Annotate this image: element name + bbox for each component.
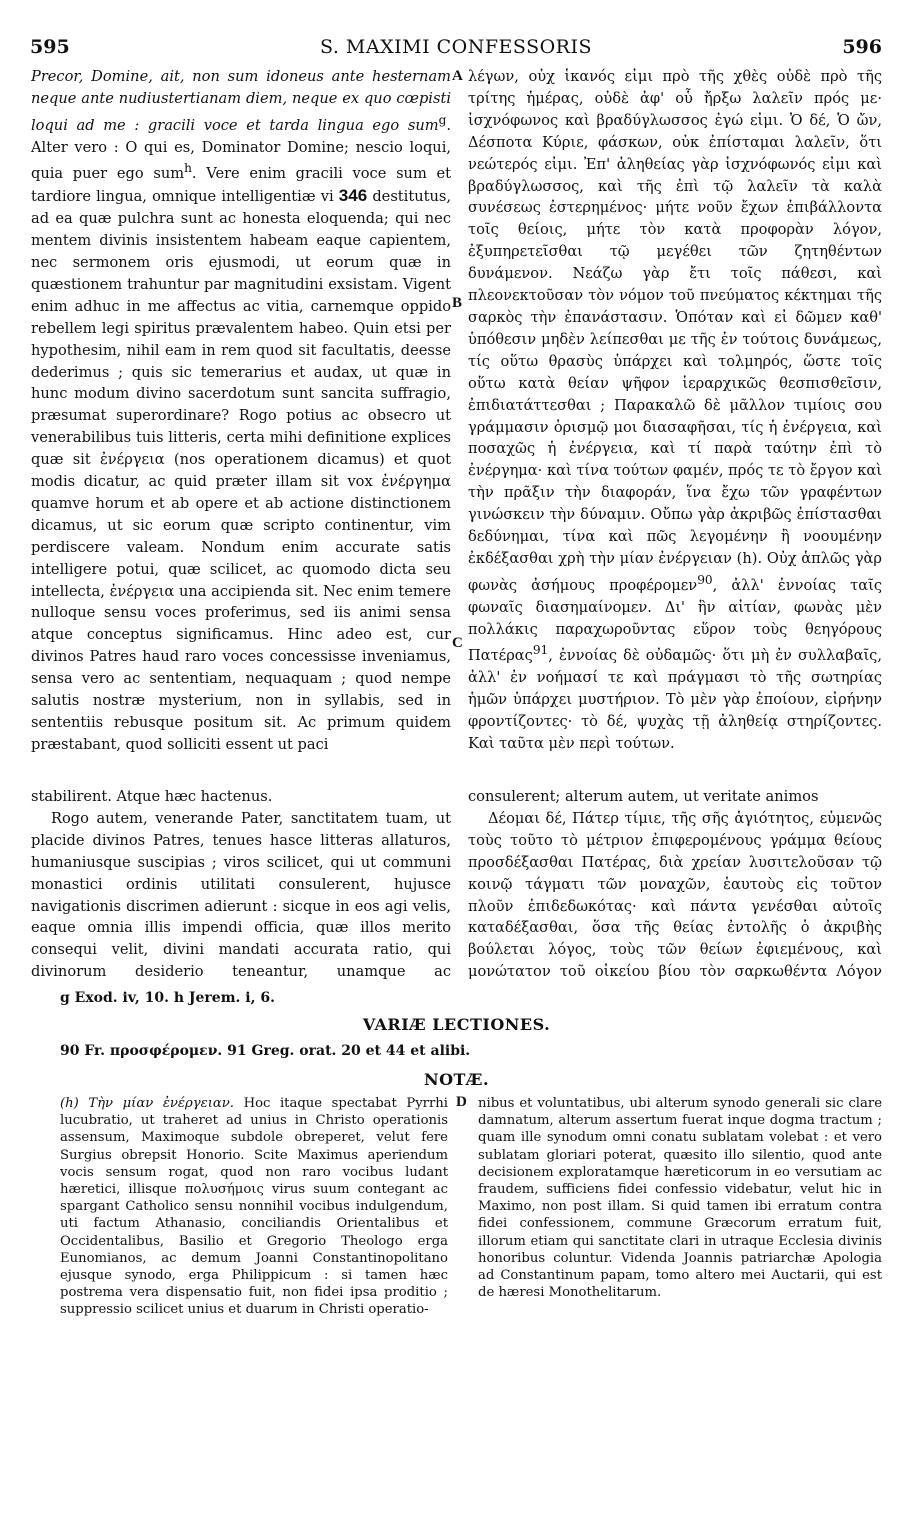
latin-text-1d: destitutus, ad ea quæ pulchra sunt ac honesta eloquenda; qui nec mentem divinis insistentem habeam eaque capientem, nec sermonem oris ejusmodi, ut eorum quæ in quæstionem trahuntur par magnitudini exsistam. Vigent enim adhuc in me affectus ac vitia, carnemque oppido rebellem legi spiritus prævalentem habeo. Quin etsi per hypothesim, nihil eam in rem quod sit facultatis, deesse dederimus ; quis sic temerarius et audax, ut quæ in hunc modum divino sacerdotum sunt sancita suffragio, præsumat superordinare? Rogo potius ac obsecro ut venerabilibus tuis litteris, certa mihi definitione explices quæ sit ἐνέργεια (nos operationem dicamus) et quot modis dicatur, ac quid præter illam sit vox ἐνέργημα quamve horum et ab opere et ab actione distinctionem dicamus, ut sic eorum quæ scripto continentur, vim perdiscere valeam. Nondum enim accurate satis intelligere potui, quæ scilicet, ac quomodo dicta seu intellecta, ἐνέργεια una accipienda sit. Nec enim temere nulloque sensu voces proferimus, sed iis animi sensa atque conceptus significamus. Hinc adeo est, cur divinos Patres haud raro voces concessisse inveniamus, sensa vero ac sententiam, nequaquam ; quod nempe salutis nostræ mysterium, non in syllabis, sed in sententiis rebusque positum sit. Ac primum quidem præstabant, quod solliciti essent ut paci — [31, 188, 451, 753]
note-right-text: nibus et voluntatibus, ubi alterum synodo generali sic clare damnatum, alterum assertum fuerat inque dogma tractum ; quam ille synodum omni conatu sublatam volebat : et vero sublatam gloriari poterat, quæsito illo silentio, quod ante decisionem exploratamque hæreticorum in eo versutiam ac fraudem, sufficiens fidei confessio videbatur, velut hic in Maximo, non post illam. Si quid tamen ibi erratum contra fidei confessionem, commune Græcorum erratum fuit, illorum etiam qui sanctitate clari in utraque Ecclesia divinis honoribus coluntur. Videnda Joannis patriarchæ Apologia ad Constantinum papam, tomo altero mei Auctarii, qui est de hæresi Monothelitarum. — [478, 1096, 882, 1301]
ref-g: g — [438, 112, 447, 127]
greek-paragraph-1 — [468, 66, 882, 755]
marker-d: D — [456, 1094, 467, 1110]
greek-text-1c: , ἐννοίας δὲ οὐδαμῶς· ὅτι μὴ ἐν συλλαβαῖς, ἀλλ' ἐν νοήμασί τε καὶ πράγμασι τὸ τῆς σωτηρίας ἡμῶν ὑπάρχει μυστήριον. Τὸ μὲν γὰρ ἐποίουν, εἰρήνην φροντίζοντες· τὸ δέ, ψυχὰς τῇ ἀληθείᾳ στηρίζοντες. Καὶ ταῦτα μὲν περὶ τούτων. — [468, 647, 882, 752]
ref-h: h — [184, 161, 192, 176]
variae-line: 90 Fr. προσφέρομεν. 91 Greg. orat. 20 et 44 et alibi. — [60, 1043, 471, 1059]
latin-lower — [31, 786, 451, 981]
greek-text-1a: λέγων, οὐχ ἱκανός εἰμι πρὸ τῆς χθὲς οὐδὲ πρὸ τῆς τρίτης ἡμέρας, οὐδὲ ἀφ' οὗ ἤρξω λαλεῖν πρός με· ἰσχνόφωνος καὶ βραδύγλωσσος ἐγώ εἰμι. Ὁ δέ, Ὁ ὤν, Δέσποτα Κύριε, φάσκων, οὐκ ἐπίσταμαι λαλεῖν, ὅτι νεώτερός εἰμι. Ἐπ' ἀληθείας γὰρ ἰσχνόφωνός εἰμι καὶ βραδύγλωσσος, καὶ τῆς ἐπὶ τῷ λαλεῖν τὰ καλὰ συνέσεως ἐστερημένος· μήτε νοῦν ἔχων ἐπιβάλλοντα τοῖς θείοις, μήτε τὸν κατὰ προφορὰν λόγον, ἐξυπηρετεῖσθαι τῷ μεγέθει τῶν ζητηθέντων δυνάμενον. Νεάζω γὰρ ἔτι τοῖς πάθεσι, καὶ πλεονεκτοῦσαν τὸν νόμον τοῦ πνεύματος κέκτημαι τῆς σαρκὸς τὴν ἐπανάστασιν. Ὁπόταν καὶ εἰ δῶμεν καθ' ὑπόθεσιν μηδὲν λείπεσθαι με τῆς ἐν τούτοις δυνάμεως, τίς οὕτω θρασὺς ὑπάρχει καὶ τολμηρός, ὥστε τοῖς οὕτω κατὰ θείαν ψῆφον ἱεραρχικῶς θεσπισθεῖσιν, ἐπιδιατάττεσθαι ; Παρακαλῶ δὲ μᾶλλον τιμίοις σου γράμμασιν ὁρισμῷ μοι διασαφῆσαι, τίς ἡ ἐνέργεια, καὶ ποσαχῶς ἡ ἐνέργεια, καὶ τί παρὰ ταύτην ἐπὶ τὸ ἐνέργημα· καὶ τίνα τούτων φαμέν, πρός τε τὸ ἔργον καὶ τὴν πρᾶξιν τὴν διαφοράν, ἵνα ἔχω τῶν γραφέντων γινώσκειν τὴν δύναμιν. Οὔπω γὰρ ἀκριβῶς ἐπίστασθαι δεδύνημαι, τίνα καὶ πῶς λεγομένην ἢ νοουμένην ἐκδέξασθαι χρὴ τὴν μίαν ἐνέργειαν (h). Οὐχ ἁπλῶς γὰρ φωνὰς ἀσήμους προφέρομεν — [468, 68, 882, 594]
latin-column — [31, 66, 451, 786]
greek-paragraph-2: Δέομαι δέ, Πάτερ τίμιε, τῆς σῆς ἁγιότητος, εὐμενῶς τοὺς τοῦτο τὸ μέτριον ἐπιφερομένους γράμμα θείους προσδέξασθαι Πατέρας, διὰ χρείαν λυσιτελοῦσαν τῷ κοινῷ τάγματι τῶν μοναχῶν, ἑαυτοὺς εἰς τοῦτον πλοῦν ἐπιδεδωκότας· καὶ πάντα γενέσθαι αὐτοῖς καταδέξασθαι, ὅσα τῆς θείας ἐντολῆς ὁ ἀκριβὴς βούλεται λόγος, τοὺς τῶν θείων ἐφιεμένους, καὶ μονώτατον τοῦ οἰκείου βίου τὸν σαρκωθέντα Λόγον — [468, 809, 882, 981]
note-left-text: Hoc itaque spectabat Pyrrhi lucubratio, ut traheret ad unius in Christo operationis assensum, Maximoque subdole obreperet, velut fere Surgius obrepsit Honorio. Scite Maximus aperiendum vocis sensum rogat, quod non raro vocibus ludant hæretici, illisque πολυσήμοις virus suum contegant ac spargant Catholico sensu nonnihil vocibus indulgendum, uti factum Athanasio, conciliandis Orientalibus et Occidentalibus, Basilio et Gregorio Theologo erga Eunomianos, ac demum Joanni Constantinopolitano ejusque synodo, erga Philippicum : si tamen hæc postrema vera dispensatio fuit, non fidei ipsa proditio ; suppressio scilicet unius et duarum in Christi operatio- — [60, 1096, 448, 1318]
marker-a: A — [452, 68, 463, 84]
greek-text-1b: , ἀλλ' ἐννοίας ταῖς φωναῖς διασημαίνομεν. Δι' ἣν αἰτίαν, φωνὰς μὲν πολλάκις παραχωροῦντας εὕρον τοὺς θεηγόρους Πατέρας — [468, 576, 882, 665]
latin-paragraph-2: Rogo autem, venerande Pater, sanctitatem tuam, ut placide divinos Patres, tenues hasce litteras allaturos, humaniusque suscipias ; viros scilicet, qui ut communi monastici ordinis utilitati consulerent, hujusce navigationis discrimen adierunt : sicque in eos agi velis, eaque omnia illis impendi officia, quæ illos merito consequi velit, divini mandati accurata ratio, qui divinorum desiderio teneantur, unamque ac — [31, 809, 451, 981]
page-number-left: 595 — [30, 36, 70, 58]
latin-paragraph-1 — [31, 66, 451, 756]
notes-left-column — [60, 1095, 448, 1515]
greek-lower — [468, 786, 882, 981]
scripture-footnote: g Exod. iv, 10. h Jerem. i, 6. — [60, 990, 275, 1006]
ref-90: 90 — [697, 572, 713, 587]
latin-text-1a: Precor, Domine, ait, non sum idoneus ante hesternam neque ante nudiustertianam diem, neque ex quo cœpisti loqui ad me : gracili voce et tarda lingua ego sum — [31, 68, 451, 134]
running-title: S. MAXIMI CONFESSORIS — [319, 36, 593, 58]
notae-heading: NOTÆ. — [423, 1070, 490, 1089]
page-header — [30, 36, 882, 66]
marker-b: B — [452, 295, 463, 311]
column-number: 346 — [338, 186, 368, 206]
latin-text-1b: . Alter vero : O qui es, Dominator Domine; nescio loqui, quia puer ego sum — [31, 116, 451, 183]
latin-text-1c: . Vere enim gracili voce sum et tardiore lingua, omnique intelligentiæ vi — [31, 165, 451, 206]
marker-c: C — [452, 635, 463, 651]
latin-closing-line: stabilirent. Atque hæc hactenus. — [31, 788, 273, 805]
notes-right-column — [478, 1095, 882, 1515]
bridge-line: consulerent; alterum autem, ut veritate animos — [468, 788, 819, 805]
ref-91: 91 — [532, 643, 549, 658]
variae-heading: VARIÆ LECTIONES. — [362, 1015, 551, 1034]
greek-column — [468, 66, 882, 786]
note-lemma: (h) Τὴν μίαν ἐνέργειαν. — [60, 1096, 235, 1111]
page-number-right: 596 — [842, 36, 882, 58]
